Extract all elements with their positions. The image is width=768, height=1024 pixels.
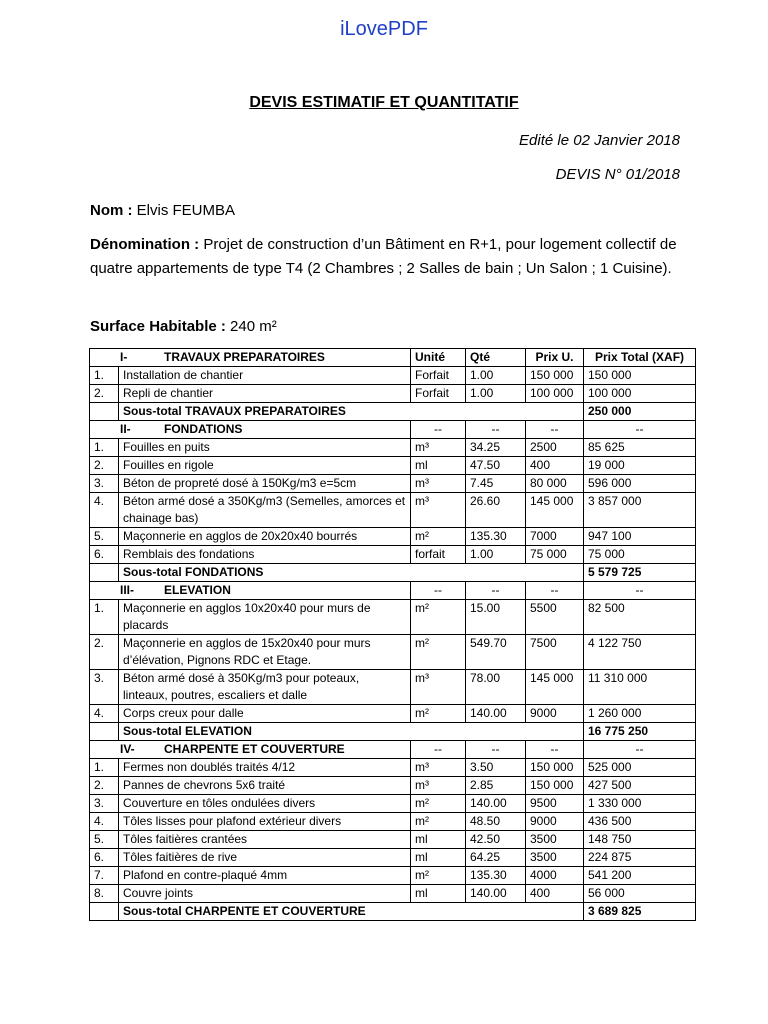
item-description: Couvre joints — [119, 885, 411, 903]
section-title — [90, 582, 411, 600]
item-description: Fouilles en rigole — [119, 457, 411, 475]
table-row — [90, 867, 696, 885]
item-unit: forfait — [411, 546, 466, 564]
section-title — [90, 741, 411, 759]
item-quantity: 140.00 — [466, 885, 526, 903]
section-number: II- — [120, 422, 131, 436]
item-quantity: 78.00 — [466, 670, 526, 705]
subtotal-spacer — [90, 403, 119, 421]
item-description: Tôles lisses pour plafond extérieur divers — [119, 813, 411, 831]
item-number: 4. — [90, 705, 119, 723]
item-number: 2. — [90, 385, 119, 403]
table-row — [90, 885, 696, 903]
item-number: 4. — [90, 813, 119, 831]
item-quantity: 15.00 — [466, 600, 526, 635]
item-unit-price: 2500 — [526, 439, 584, 457]
item-unit: m³ — [411, 493, 466, 528]
item-quantity: 1.00 — [466, 546, 526, 564]
item-unit: ml — [411, 831, 466, 849]
item-quantity: 135.30 — [466, 528, 526, 546]
item-number: 3. — [90, 670, 119, 705]
table-row — [90, 475, 696, 493]
item-total-price: 525 000 — [584, 759, 696, 777]
item-unit-price: 80 000 — [526, 475, 584, 493]
table-row — [90, 813, 696, 831]
item-unit-price: 145 000 — [526, 493, 584, 528]
table-row — [90, 600, 696, 635]
item-unit: m³ — [411, 670, 466, 705]
item-number: 3. — [90, 475, 119, 493]
subtotal-spacer — [90, 903, 119, 921]
item-total-price: 19 000 — [584, 457, 696, 475]
subtotal-spacer — [90, 564, 119, 582]
item-number: 8. — [90, 885, 119, 903]
item-quantity: 549.70 — [466, 635, 526, 670]
item-quantity: 140.00 — [466, 705, 526, 723]
item-description: Tôles faitières de rive — [119, 849, 411, 867]
table-row — [90, 457, 696, 475]
item-total-price: 82 500 — [584, 600, 696, 635]
item-description: Maçonnerie en agglos 10x20x40 pour murs de placards — [119, 600, 411, 635]
dash-cell: -- — [526, 582, 584, 600]
item-unit-price: 150 000 — [526, 367, 584, 385]
surface-label: Surface Habitable : — [90, 318, 226, 335]
table-row — [90, 385, 696, 403]
section-title — [90, 349, 411, 367]
item-quantity: 140.00 — [466, 795, 526, 813]
header-qte: Qté — [466, 349, 526, 367]
item-quantity: 42.50 — [466, 831, 526, 849]
item-number: 2. — [90, 457, 119, 475]
item-description: Maçonnerie en agglos de 20x20x40 bourrés — [119, 528, 411, 546]
item-unit: Forfait — [411, 367, 466, 385]
item-unit: m² — [411, 705, 466, 723]
item-unit: ml — [411, 457, 466, 475]
item-quantity: 34.25 — [466, 439, 526, 457]
dash-cell: -- — [526, 741, 584, 759]
item-description: Corps creux pour dalle — [119, 705, 411, 723]
item-quantity: 135.30 — [466, 867, 526, 885]
item-description: Béton armé dosé a 350Kg/m3 (Semelles, amorces et chainage bas) — [119, 493, 411, 528]
item-description: Fermes non doublés traités 4/12 — [119, 759, 411, 777]
table-row — [90, 670, 696, 705]
item-unit-price: 9000 — [526, 813, 584, 831]
client-name-label: Nom : — [90, 202, 133, 219]
dash-cell: -- — [584, 741, 696, 759]
item-quantity: 2.85 — [466, 777, 526, 795]
item-number: 1. — [90, 600, 119, 635]
item-quantity: 1.00 — [466, 367, 526, 385]
item-total-price: 75 000 — [584, 546, 696, 564]
item-total-price: 3 857 000 — [584, 493, 696, 528]
item-unit-price: 9500 — [526, 795, 584, 813]
dash-cell: -- — [526, 421, 584, 439]
item-quantity: 48.50 — [466, 813, 526, 831]
item-unit: ml — [411, 885, 466, 903]
subtotal-value: 16 775 250 — [584, 723, 696, 741]
item-unit: m³ — [411, 475, 466, 493]
item-total-price: 100 000 — [584, 385, 696, 403]
item-unit: m² — [411, 813, 466, 831]
item-number: 1. — [90, 439, 119, 457]
table-row — [90, 849, 696, 867]
item-quantity: 7.45 — [466, 475, 526, 493]
item-description: Installation de chantier — [119, 367, 411, 385]
subtotal-row — [90, 564, 696, 582]
subtotal-row — [90, 403, 696, 421]
section-number: IV- — [120, 742, 135, 756]
item-unit-price: 4000 — [526, 867, 584, 885]
client-name — [90, 199, 690, 223]
table-row — [90, 439, 696, 457]
client-name-value: Elvis FEUMBA — [136, 202, 236, 219]
item-total-price: 1 330 000 — [584, 795, 696, 813]
item-number: 2. — [90, 635, 119, 670]
item-unit: m³ — [411, 439, 466, 457]
header-prix-u: Prix U. — [526, 349, 584, 367]
section-header-row — [90, 421, 696, 439]
item-unit: m² — [411, 635, 466, 670]
section-header-row — [90, 741, 696, 759]
item-number: 6. — [90, 546, 119, 564]
subtotal-value: 3 689 825 — [584, 903, 696, 921]
item-unit: m³ — [411, 759, 466, 777]
header-prix-total: Prix Total (XAF) — [584, 349, 696, 367]
item-quantity: 3.50 — [466, 759, 526, 777]
item-number: 7. — [90, 867, 119, 885]
item-total-price: 11 310 000 — [584, 670, 696, 705]
table-row — [90, 705, 696, 723]
dash-cell: -- — [584, 421, 696, 439]
item-total-price: 427 500 — [584, 777, 696, 795]
section-title-text: FONDATIONS — [164, 422, 243, 436]
section-title-text: CHARPENTE ET COUVERTURE — [164, 742, 345, 756]
denomination-value: Projet de construction d’un Bâtiment en R+1, pour logement collectif de quatre appartements de type T4 (2 Chambres ; 2 Salles de bain ; Un Salon ; 1 Cuisine). — [90, 236, 677, 277]
item-unit-price: 400 — [526, 885, 584, 903]
item-total-price: 541 200 — [584, 867, 696, 885]
item-description: Pannes de chevrons 5x6 traité — [119, 777, 411, 795]
item-number: 5. — [90, 831, 119, 849]
subtotal-label: Sous-total TRAVAUX PREPARATOIRES — [119, 403, 584, 421]
subtotal-value: 5 579 725 — [584, 564, 696, 582]
item-number: 2. — [90, 777, 119, 795]
table-row — [90, 831, 696, 849]
table-row — [90, 493, 696, 528]
devis-number: DEVIS N° 01/2018 — [555, 166, 680, 183]
edit-date: Edité le 02 Janvier 2018 — [519, 132, 680, 149]
item-description: Fouilles en puits — [119, 439, 411, 457]
item-unit-price: 150 000 — [526, 759, 584, 777]
dash-cell: -- — [466, 582, 526, 600]
item-number: 6. — [90, 849, 119, 867]
dash-cell: -- — [411, 582, 466, 600]
item-description: Repli de chantier — [119, 385, 411, 403]
item-unit: m² — [411, 867, 466, 885]
item-unit-price: 5500 — [526, 600, 584, 635]
item-unit: m² — [411, 600, 466, 635]
section-number: I- — [120, 350, 128, 364]
section-header-row — [90, 582, 696, 600]
item-quantity: 47.50 — [466, 457, 526, 475]
item-total-price: 947 100 — [584, 528, 696, 546]
table-row — [90, 528, 696, 546]
item-description: Couverture en tôles ondulées divers — [119, 795, 411, 813]
item-quantity: 1.00 — [466, 385, 526, 403]
item-unit: ml — [411, 849, 466, 867]
section-title-text: ELEVATION — [164, 583, 231, 597]
subtotal-row — [90, 903, 696, 921]
item-unit-price: 75 000 — [526, 546, 584, 564]
table-row — [90, 635, 696, 670]
dash-cell: -- — [466, 421, 526, 439]
table-row — [90, 777, 696, 795]
item-number: 4. — [90, 493, 119, 528]
item-total-price: 150 000 — [584, 367, 696, 385]
item-description: Béton de propreté dosé à 150Kg/m3 e=5cm — [119, 475, 411, 493]
dash-cell: -- — [411, 741, 466, 759]
dash-cell: -- — [584, 582, 696, 600]
item-quantity: 64.25 — [466, 849, 526, 867]
table-row — [90, 546, 696, 564]
item-total-price: 56 000 — [584, 885, 696, 903]
item-total-price: 4 122 750 — [584, 635, 696, 670]
item-description: Plafond en contre-plaqué 4mm — [119, 867, 411, 885]
item-number: 1. — [90, 367, 119, 385]
subtotal-spacer — [90, 723, 119, 741]
item-total-price: 224 875 — [584, 849, 696, 867]
subtotal-label: Sous-total CHARPENTE ET COUVERTURE — [119, 903, 584, 921]
section-header-row — [90, 349, 696, 367]
brand-logo[interactable]: iLovePDF — [340, 18, 428, 40]
item-unit: m² — [411, 795, 466, 813]
item-total-price: 85 625 — [584, 439, 696, 457]
item-unit-price: 3500 — [526, 849, 584, 867]
item-unit-price: 7000 — [526, 528, 584, 546]
item-total-price: 436 500 — [584, 813, 696, 831]
table-row — [90, 795, 696, 813]
dash-cell: -- — [466, 741, 526, 759]
item-unit-price: 100 000 — [526, 385, 584, 403]
item-number: 5. — [90, 528, 119, 546]
item-unit: m² — [411, 528, 466, 546]
section-number: III- — [120, 583, 134, 597]
subtotal-row — [90, 723, 696, 741]
item-unit: m³ — [411, 777, 466, 795]
table-row — [90, 759, 696, 777]
item-unit: Forfait — [411, 385, 466, 403]
dash-cell: -- — [411, 421, 466, 439]
section-title — [90, 421, 411, 439]
denomination-label: Dénomination : — [90, 236, 200, 253]
item-unit-price: 150 000 — [526, 777, 584, 795]
surface-habitable — [90, 315, 690, 339]
item-description: Béton armé dosé à 350Kg/m3 pour poteaux, linteaux, poutres, escaliers et dalle — [119, 670, 411, 705]
item-unit-price: 7500 — [526, 635, 584, 670]
item-unit-price: 3500 — [526, 831, 584, 849]
subtotal-value: 250 000 — [584, 403, 696, 421]
quote-table — [89, 348, 696, 921]
item-number: 3. — [90, 795, 119, 813]
header-unite: Unité — [411, 349, 466, 367]
item-number: 1. — [90, 759, 119, 777]
item-unit-price: 9000 — [526, 705, 584, 723]
surface-value: 240 m² — [230, 318, 277, 335]
table-row — [90, 367, 696, 385]
subtotal-label: Sous-total ELEVATION — [119, 723, 584, 741]
item-unit-price: 145 000 — [526, 670, 584, 705]
item-total-price: 1 260 000 — [584, 705, 696, 723]
item-description: Tôles faitières crantées — [119, 831, 411, 849]
item-total-price: 596 000 — [584, 475, 696, 493]
item-quantity: 26.60 — [466, 493, 526, 528]
item-description: Maçonnerie en agglos de 15x20x40 pour murs d’élévation, Pignons RDC et Etage. — [119, 635, 411, 670]
item-description: Remblais des fondations — [119, 546, 411, 564]
document-title: DEVIS ESTIMATIF ET QUANTITATIF — [249, 94, 519, 111]
subtotal-label: Sous-total FONDATIONS — [119, 564, 584, 582]
item-total-price: 148 750 — [584, 831, 696, 849]
section-title-text: TRAVAUX PREPARATOIRES — [164, 350, 325, 364]
project-denomination — [90, 233, 690, 281]
item-unit-price: 400 — [526, 457, 584, 475]
